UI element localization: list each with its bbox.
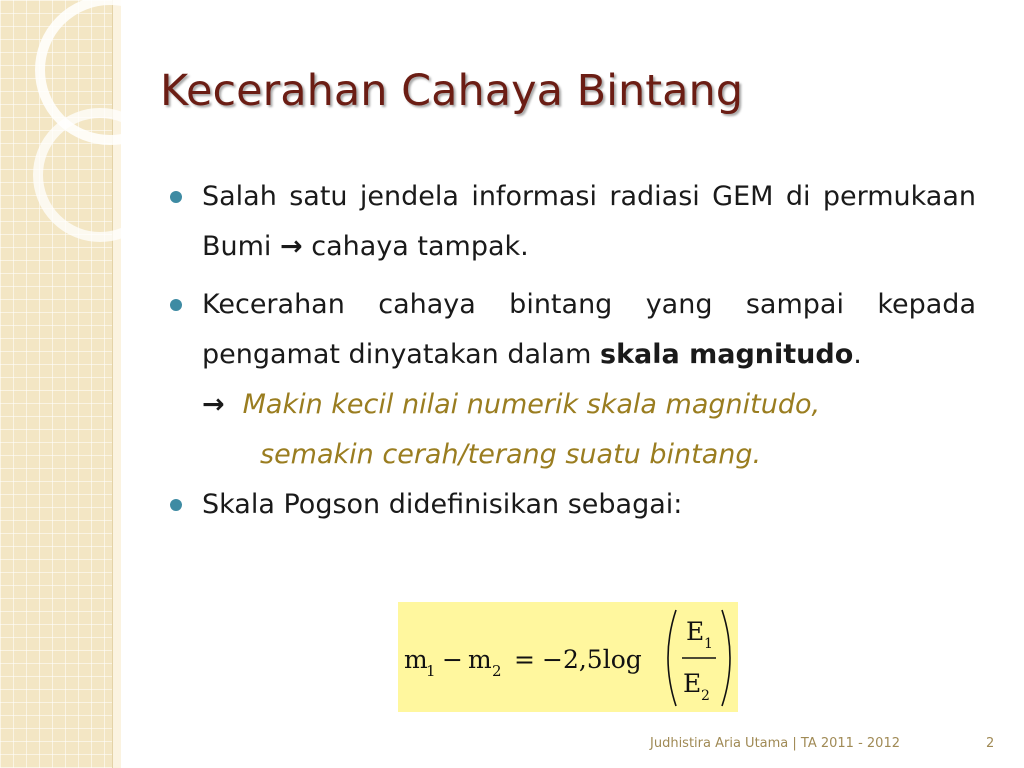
bullet-text: Salah satu jendela informasi radiasi GEM di permukaan Bumi [202, 181, 976, 262]
formula-box [398, 602, 738, 712]
bullet-text: Kecerahan cahaya bintang yang sampai kepada pengamat dinyatakan dalam [202, 289, 976, 370]
note-text-2: semakin cerah/terang suatu bintang. [260, 439, 762, 470]
bullet-dot-icon [170, 191, 182, 203]
bullet-item [168, 280, 976, 380]
formula-equals: = [514, 645, 535, 674]
bullet-text: Skala Pogson didefinisikan sebagai: [202, 489, 683, 520]
decorative-circles [0, 0, 160, 260]
formula-sub2: 2 [492, 662, 502, 680]
bullet-dot-icon [170, 499, 182, 511]
formula-minus: − [442, 645, 463, 674]
page-number: 2 [986, 736, 995, 751]
formula-denominator: E [683, 669, 702, 698]
bullet-item [168, 172, 976, 272]
right-arrow-icon: → [280, 231, 303, 262]
bullet-text-after: cahaya tampak. [311, 231, 529, 262]
formula-sub1: 1 [426, 662, 436, 680]
bullet-text-after: . [853, 339, 862, 370]
note-line-1 [168, 380, 976, 430]
formula-numerator-sub: 1 [704, 636, 713, 652]
formula-coefficient: −2,5log [542, 645, 642, 674]
formula-m2: m [468, 645, 492, 674]
bullet-dot-icon [170, 299, 182, 311]
bullet-item [168, 480, 976, 530]
note-text-1: Makin kecil nilai numerik skala magnitudo, [242, 389, 821, 420]
footer-text: Judhistira Aria Utama | TA 2011 - 2012 [650, 736, 900, 751]
note-line-2 [168, 430, 976, 480]
slide-content [168, 172, 976, 530]
bullet-bold-term: skala magnitudo [600, 339, 854, 370]
right-paren-icon [722, 610, 730, 706]
formula-denominator-sub: 2 [701, 688, 710, 704]
left-paren-icon [668, 610, 676, 706]
formula-m1: m [404, 645, 428, 674]
pogson-formula [398, 602, 738, 712]
right-arrow-icon: → [202, 389, 225, 420]
slide-title: Kecerahan Cahaya Bintang [160, 66, 744, 116]
formula-numerator: E [686, 617, 705, 646]
